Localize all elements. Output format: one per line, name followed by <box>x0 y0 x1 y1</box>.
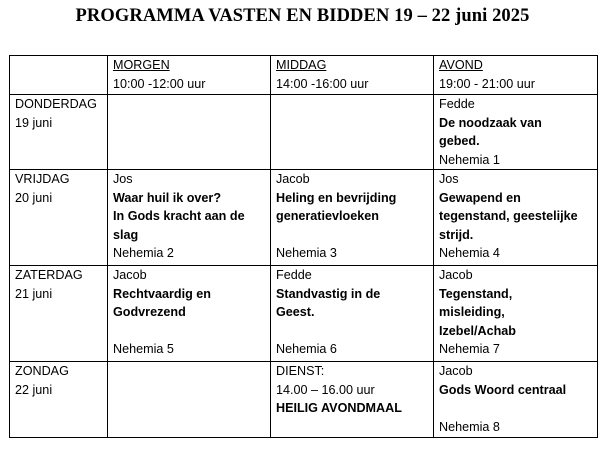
bible-reference: Nehemia 2 <box>113 246 174 260</box>
session-cell-middag <box>271 266 434 362</box>
session-cell-middag <box>271 95 434 170</box>
header-morgen <box>108 56 271 95</box>
topic-line: Waar huil ik over? <box>113 190 222 205</box>
table-row-vrijdag <box>10 170 598 266</box>
topic-line: Izebel/Achab <box>439 323 516 338</box>
service-label: DIENST: <box>276 364 325 378</box>
speaker: Jacob <box>113 268 147 282</box>
session-cell-morgen <box>108 95 271 170</box>
speaker: Fedde <box>439 97 475 111</box>
header-avond <box>434 56 598 95</box>
day-name: VRIJDAG <box>15 172 70 186</box>
table-row-zondag <box>10 362 598 438</box>
session-cell-morgen <box>108 266 271 362</box>
speaker: Jos <box>439 172 459 186</box>
session-cell-middag <box>271 170 434 266</box>
bible-reference: Nehemia 8 <box>439 419 500 434</box>
bible-reference: Nehemia 1 <box>439 152 500 167</box>
topic-line: slag <box>113 227 139 242</box>
day-cell <box>10 170 108 266</box>
day-cell <box>10 95 108 170</box>
header-middag-label: MIDDAG <box>276 58 327 72</box>
bible-reference: Nehemia 5 <box>113 342 174 356</box>
service-time: 14.00 – 16.00 uur <box>276 382 375 397</box>
session-cell-avond <box>434 170 598 266</box>
topic-line: Godvrezend <box>113 305 186 319</box>
table-header-row <box>10 56 598 95</box>
day-name: DONDERDAG <box>15 97 97 111</box>
topic-line: strijd. <box>439 227 474 242</box>
session-cell-avond <box>434 266 598 362</box>
day-date: 21 juni <box>15 286 53 301</box>
bible-reference: Nehemia 4 <box>439 246 500 260</box>
topic-line: misleiding, <box>439 305 505 319</box>
table-row-donderdag <box>10 95 598 170</box>
topic-line: gebed. <box>439 134 480 148</box>
topic-line: In Gods kracht aan de <box>113 209 245 223</box>
session-cell-morgen <box>108 362 271 438</box>
header-empty-cell <box>10 56 108 95</box>
header-morgen-time: 10:00 -12:00 uur <box>113 76 206 91</box>
header-avond-label: AVOND <box>439 58 483 72</box>
page-title: PROGRAMMA VASTEN EN BIDDEN 19 – 22 juni 2025 <box>75 6 530 26</box>
topic-line: HEILIG AVONDMAAL <box>276 401 402 415</box>
topic-line: Geest. <box>276 305 315 319</box>
topic-line: Tegenstand, <box>439 286 513 301</box>
schedule-table <box>9 55 598 438</box>
topic-line: De noodzaak van <box>439 115 542 130</box>
topic-line: generatievloeken <box>276 209 379 223</box>
day-cell <box>10 266 108 362</box>
topic-line: Standvastig in de <box>276 286 381 301</box>
topic-line: Heling en bevrijding <box>276 190 397 205</box>
day-cell <box>10 362 108 438</box>
table-row-zaterdag <box>10 266 598 362</box>
speaker: Fedde <box>276 268 312 282</box>
speaker: Jacob <box>439 268 473 282</box>
day-date: 22 juni <box>15 382 53 397</box>
bible-reference: Nehemia 3 <box>276 246 337 260</box>
topic-line: Gods Woord centraal <box>439 382 567 397</box>
topic-line: Gewapend en <box>439 190 521 205</box>
bible-reference: Nehemia 7 <box>439 342 500 356</box>
topic-line: Rechtvaardig en <box>113 286 211 301</box>
day-name: ZONDAG <box>15 364 69 378</box>
session-cell-morgen <box>108 170 271 266</box>
day-name: ZATERDAG <box>15 268 83 282</box>
day-date: 19 juni <box>15 115 53 130</box>
session-cell-avond <box>434 362 598 438</box>
header-morgen-label: MORGEN <box>113 58 170 72</box>
topic-line: tegenstand, geestelijke <box>439 209 578 223</box>
speaker: Jos <box>113 172 133 186</box>
speaker: Jacob <box>276 172 310 186</box>
header-avond-time: 19:00 - 21:00 uur <box>439 76 535 91</box>
bible-reference: Nehemia 6 <box>276 342 337 356</box>
speaker: Jacob <box>439 364 473 378</box>
day-date: 20 juni <box>15 190 53 205</box>
session-cell-middag <box>271 362 434 438</box>
header-middag-time: 14:00 -16:00 uur <box>276 76 369 91</box>
header-middag <box>271 56 434 95</box>
session-cell-avond <box>434 95 598 170</box>
